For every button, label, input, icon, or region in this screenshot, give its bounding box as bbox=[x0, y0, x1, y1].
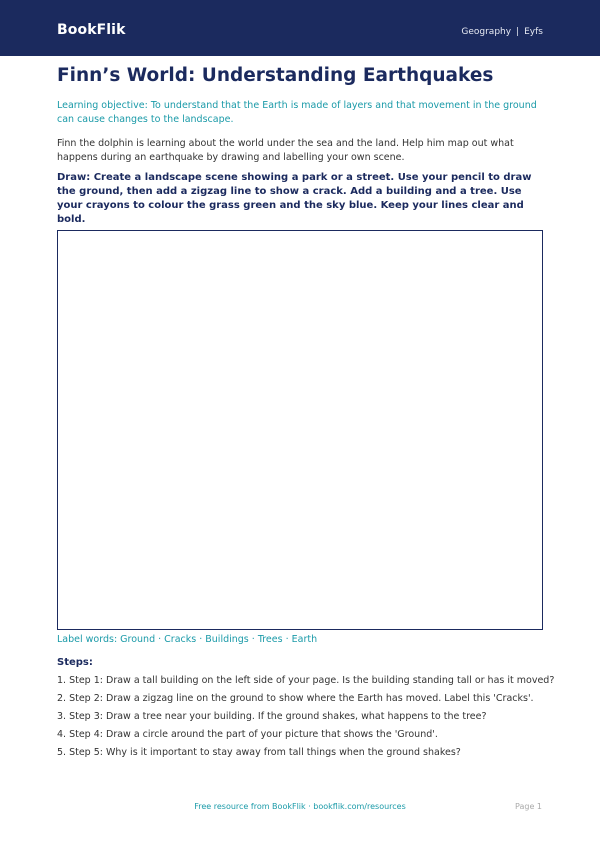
subject-breadcrumb bbox=[461, 26, 543, 38]
intro-paragraph: Finn the dolphin is learning about the world under the sea and the land. Help him map out what happens during an earthquake by drawing and labelling your own scene. bbox=[57, 138, 514, 163]
step-item: 1. Step 1: Draw a tall building on the left side of your page. Is the building standing tall or has it moved? bbox=[57, 675, 555, 686]
subject-label: Geography bbox=[461, 27, 512, 37]
page-number: Page 1 bbox=[515, 802, 542, 811]
level-label: Eyfs bbox=[524, 27, 543, 37]
step-item: 4. Step 4: Draw a circle around the part of your picture that shows the 'Ground'. bbox=[57, 729, 438, 740]
page-title: Finn’s World: Understanding Earthquakes bbox=[57, 65, 494, 86]
header-bar bbox=[0, 0, 600, 56]
steps-list bbox=[57, 674, 557, 764]
steps-heading: Steps: bbox=[57, 657, 93, 668]
label-words: Label words: Ground · Cracks · Buildings · Trees · Earth bbox=[57, 634, 318, 645]
brand-logo-text[interactable]: BookFlik bbox=[57, 22, 126, 38]
drawing-box[interactable] bbox=[57, 230, 543, 630]
step-item: 3. Step 3: Draw a tree near your building. If the ground shakes, what happens to the tree? bbox=[57, 711, 487, 722]
footer-resource-link[interactable]: Free resource from BookFlik · bookflik.com/resources bbox=[194, 802, 406, 811]
breadcrumb-separator: | bbox=[516, 27, 520, 37]
step-item: 2. Step 2: Draw a zigzag line on the ground to show where the Earth has moved. Label this 'Cracks'. bbox=[57, 693, 534, 704]
learning-objective: Learning objective: To understand that the Earth is made of layers and that movement in the ground can cause changes to the landscape. bbox=[57, 100, 537, 125]
step-item: 5. Step 5: Why is it important to stay away from tall things when the ground shakes? bbox=[57, 747, 461, 758]
draw-instruction: Draw: Create a landscape scene showing a park or a street. Use your pencil to draw the ground, then add a zigzag line to show a crack. Add a building and a tree. Use your crayons to colour the grass green and the sky blue. Keep your lines clear and bold. bbox=[57, 172, 532, 225]
